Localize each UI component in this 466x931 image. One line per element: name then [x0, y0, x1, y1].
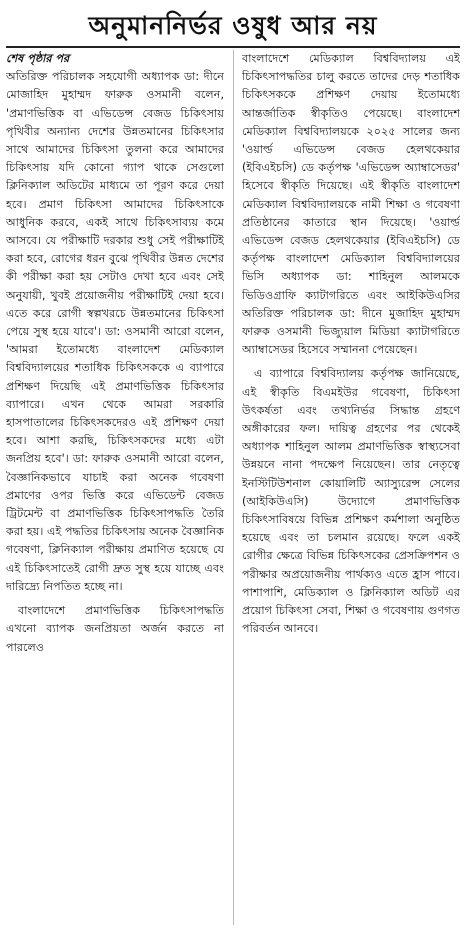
- right-column: [242, 50, 460, 925]
- left-column: [6, 50, 224, 925]
- column-divider: [233, 50, 234, 925]
- right-paragraph-2: এ ব্যাপারে বিশ্ববিদ্যালয় কর্তৃপক্ষ জানিয়েছে, এই স্বীকৃতি বিএমইউর গবেষণা, চিকিৎসা উৎকর্ষতা এবং তথ্যনির্ভর সিদ্ধান্ত গ্রহণে অঙ্গীকারের ফল। দায়িত্ব গ্রহণের পর থেকেই অধ্যাপক শাহিনুল আলম প্রমাণভিত্তিক স্বাস্থ্যসেবা উন্নয়নে নানা পদক্ষেপ নিয়েছেন। তার নেতৃত্বে ইনস্টিটিউশনাল কোয়ালিটি অ্যাস্যুরেন্স সেলের (আইকিউএসি) উদ্যোগে প্রমাণভিত্তিক চিকিৎসাবিষয়ে বিভিন্ন প্রশিক্ষণ কর্মশালা অনুষ্ঠিত হয়েছে এবং তা চলমান রয়েছে। ফলে একই রোগীর ক্ষেত্রে বিভিন্ন চিকিৎসকের প্রেসক্রিপশন ও পরীক্ষার অপ্রয়োজনীয় পার্থক্যও এতে হ্রাস পাবে। পাশাপাশি, মেডিক্যাল ও ক্লিনিক্যাল অডিট এর প্রয়োগ চিকিৎসা সেবা, শিক্ষা ও গবেষণায় গুণগত পরিবর্তন আনবে।: [242, 367, 460, 636]
- headline: অনুমাননির্ভর ওষুধ আর নয়: [6, 10, 460, 48]
- continued-kicker: শেষ পৃষ্ঠার পর: [6, 52, 70, 65]
- article-columns: [6, 50, 460, 925]
- left-paragraph-2: বাংলাদেশে প্রমাণভিত্তিক চিকিৎসাপদ্ধতি এখনো ব্যাপক জনপ্রিয়তা অর্জন করতে না পারলেও: [6, 604, 224, 654]
- right-paragraph-1: বাংলাদেশে মেডিক্যাল বিশ্ববিদ্যালয় এই চিকিৎসাপদ্ধতির চালু করতে তাদের দেড় শতাধিক চিকিৎসককে প্রশিক্ষণ দেয়ায় ইতোমধ্যে আন্তর্জাতিক স্বীকৃতিও পেয়েছে। বাংলাদেশ মেডিক্যাল বিশ্ববিদ্যালয়কে ২০২৫ সালের জন্য 'ওয়ার্ল্ড এভিডেন্স বেজড হেলথকেয়ার (ইবিএইচসি) ডে কর্তৃপক্ষ 'এভিডেন্স অ্যাম্বাসেডর' হিসেবে স্বীকৃতি দিয়েছে। এই স্বীকৃতি বাংলাদেশ মেডিক্যাল বিশ্ববিদ্যালয়কে নামী শিক্ষা ও গবেষণা প্রতিষ্ঠানের কাতারে স্থান দিয়েছে। 'ওয়ার্ল্ড এভিডেন্স বেজড হেলথকেয়ার (ইবিএইচসি) ডে কর্তৃপক্ষ বাংলাদেশ মেডিক্যাল বিশ্ববিদ্যালয়ের ভিসি অধ্যাপক ডা: শাহিনুল আলমকে ভিডিওগ্রাফি ক্যাটাগরিতে এবং আইকিউএসির অতিরিক্ত পরিচালক ডা: দীনে মুজাহিদ মুহাম্মদ ফারুক ওসমানী ভিজ্যুয়াল মিডিয়া ক্যাটাগরিতে অ্যাম্বাসেডর হিসেবে সম্মাননা পেয়েছেন।: [242, 52, 460, 357]
- left-paragraph-1: অতিরিক্ত পরিচালক সহযোগী অধ্যাপক ডা: দীনে মোজাহিদ মুহাম্মদ ফারুক ওসমানী বলেন, 'প্রমাণভিত্তিক বা এভিডেন্স বেজড চিকিৎসায় পৃথিবীর অন্যান্য দেশের উন্নতমানের চিকিৎসার সাথে আমাদের চিকিৎসা তুলনা করে আমাদের চিকিৎসায় যদি কোনো গ্যাপ থাকে সেগুলো ক্লিনিক্যাল অডিটের মাধ্যমে তা পূরণ করে দেয়া হবে। প্রমাণ চিকিৎসা আমাদের চিকিৎসাকে আধুনিক করবে, একই সাথে চিকিৎসাব্যয় কমে আসবে। যে পরীক্ষাটি দরকার শুধু সেই পরীক্ষাটিই করা হবে, রোগের ধরন বুঝে পৃথিবীর উন্নত দেশের কী পরীক্ষা করা হয় সেটাও দেখা হবে এবং সেই অনুযায়ী, খুবই প্রয়োজনীয় পরীক্ষাটিই দেয়া হবে। এতে করে রোগী স্বল্পখরচে উন্নতমানের চিকিৎসা পেয়ে সুস্থ হয়ে যাবে'। ডা: ওসমানী আরো বলেন, 'আমরা ইতোমধ্যে বাংলাদেশ মেডিক্যাল বিশ্ববিদ্যালয়ের শতাধিক চিকিৎসককে এ ব্যাপারে প্রশিক্ষণ দিয়েছি এই প্রমাণভিত্তিক চিকিৎসার ব্যাপারে। এখন থেকে আমরা সরকারি হাসপাতালের চিকিৎসকদেরও এই প্রশিক্ষণ দেয়া হবে। আশা করছি, চিকিৎসকদের মধ্যে এটা জনপ্রিয় হবে'। ডা: ফারুক ওসমানী আরো বলেন, বৈজ্ঞানিকভাবে যাচাই করা অনেক গবেষণা প্রমাণের ওপর ভিত্তি করে এভিডেন্ট বেজড ট্রিটমেন্ট বা প্রমাণভিত্তিক চিকিৎসাপদ্ধতি তৈরি করা হয়। এই পদ্ধতির চিকিৎসায় অনেক বৈজ্ঞানিক গবেষণা, ক্লিনিক্যাল পরীক্ষায় প্রমাণিত হয়েছে যে এই চিকিৎসাতেই রোগী দ্রুত সুস্থ হয়ে যাচ্ছে এবং দারিদ্র্যে নিপতিত হচ্ছে না।: [6, 70, 224, 593]
